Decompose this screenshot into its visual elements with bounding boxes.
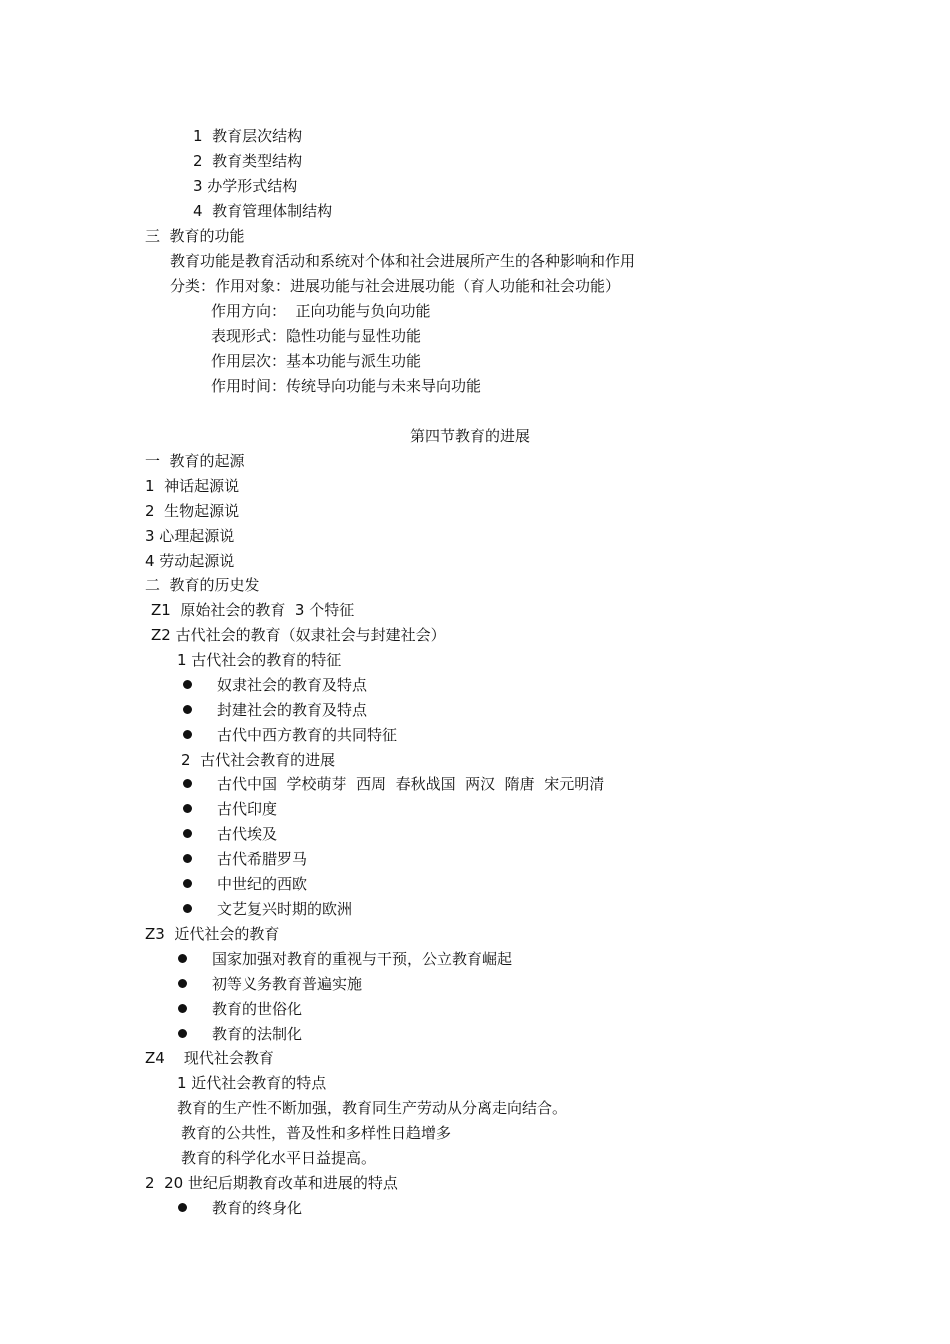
- bullet-icon: [183, 804, 192, 813]
- history-z1: Z1 原始社会的教育 3 个特征: [151, 601, 355, 619]
- bullet-icon: [183, 854, 192, 863]
- classification-item-time: 作用时间：传统导向功能与未来导向功能: [211, 377, 482, 395]
- z2-sub2-item-6: 文艺复兴时期的欧洲: [217, 900, 353, 918]
- bullet-icon: [178, 1029, 187, 1038]
- bullet-icon: [183, 730, 192, 739]
- z3-item-1: 国家加强对教育的重视与干预，公立教育崛起: [212, 950, 513, 968]
- z4-sub2-item-1: 教育的终身化: [212, 1199, 303, 1217]
- history-z4-sub2: 2 20 世纪后期教育改革和进展的特点: [145, 1174, 398, 1192]
- bullet-icon: [183, 829, 192, 838]
- structure-item-3: 3 办学形式结构: [193, 177, 298, 195]
- structure-item-2: 2 教育类型结构: [193, 152, 303, 170]
- history-z2-sub2: 2 古代社会教育的进展: [181, 751, 336, 769]
- z3-item-4: 教育的法制化: [212, 1025, 303, 1043]
- history-z2: Z2 古代社会的教育（奴隶社会与封建社会）: [151, 626, 446, 644]
- classification-item-direction: 作用方向： 正向功能与负向功能: [211, 302, 431, 320]
- function-definition: 教育功能是教育活动和系统对个体和社会进展所产生的各种影响和作用: [170, 252, 636, 270]
- section-title: 第四节教育的进展: [410, 427, 531, 445]
- classification-item-level: 作用层次：基本功能与派生功能: [211, 352, 422, 370]
- bullet-icon: [183, 904, 192, 913]
- origin-item-2: 2 生物起源说: [145, 502, 240, 520]
- bullet-icon: [183, 779, 192, 788]
- z2-sub2-item-1: 古代中国 学校萌芽 西周 春秋战国 两汉 隋唐 宋元明清: [217, 775, 605, 793]
- origin-item-3: 3 心理起源说: [145, 527, 235, 545]
- classification-intro: 分类：作用对象：进展功能与社会进展功能（育人功能和社会功能）: [170, 277, 621, 295]
- history-z4-sub1: 1 近代社会教育的特点: [177, 1074, 327, 1092]
- z4-sub1-line-3: 教育的科学化水平日益提高。: [181, 1149, 377, 1167]
- z4-sub1-line-2: 教育的公共性，普及性和多样性日趋增多: [181, 1124, 452, 1142]
- bullet-icon: [183, 705, 192, 714]
- structure-item-1: 1 教育层次结构: [193, 127, 303, 145]
- history-heading: 二 教育的历史发: [145, 576, 260, 594]
- origin-item-1: 1 神话起源说: [145, 477, 240, 495]
- z2-sub2-item-3: 古代埃及: [217, 825, 278, 843]
- history-z4: Z4 现代社会教育: [145, 1049, 274, 1067]
- bullet-icon: [183, 680, 192, 689]
- z2-sub2-item-5: 中世纪的西欧: [217, 875, 308, 893]
- origin-item-4: 4 劳动起源说: [145, 552, 235, 570]
- z3-item-2: 初等义务教育普遍实施: [212, 975, 363, 993]
- origin-heading: 一 教育的起源: [145, 452, 245, 470]
- history-z3: Z3 近代社会的教育: [145, 925, 280, 943]
- function-heading: 三 教育的功能: [145, 227, 245, 245]
- history-z2-sub1: 1 古代社会的教育的特征: [177, 651, 342, 669]
- z2-sub1-item-2: 封建社会的教育及特点: [217, 701, 368, 719]
- z4-sub1-line-1: 教育的生产性不断加强，教育同生产劳动从分离走向结合。: [177, 1099, 568, 1117]
- bullet-icon: [178, 979, 187, 988]
- z2-sub1-item-1: 奴隶社会的教育及特点: [217, 676, 368, 694]
- z2-sub2-item-4: 古代希腊罗马: [217, 850, 308, 868]
- bullet-icon: [178, 954, 187, 963]
- z2-sub2-item-2: 古代印度: [217, 800, 278, 818]
- structure-item-4: 4 教育管理体制结构: [193, 202, 333, 220]
- classification-item-form: 表现形式：隐性功能与显性功能: [211, 327, 422, 345]
- z3-item-3: 教育的世俗化: [212, 1000, 303, 1018]
- bullet-icon: [178, 1203, 187, 1212]
- bullet-icon: [183, 879, 192, 888]
- z2-sub1-item-3: 古代中西方教育的共同特征: [217, 726, 398, 744]
- bullet-icon: [178, 1004, 187, 1013]
